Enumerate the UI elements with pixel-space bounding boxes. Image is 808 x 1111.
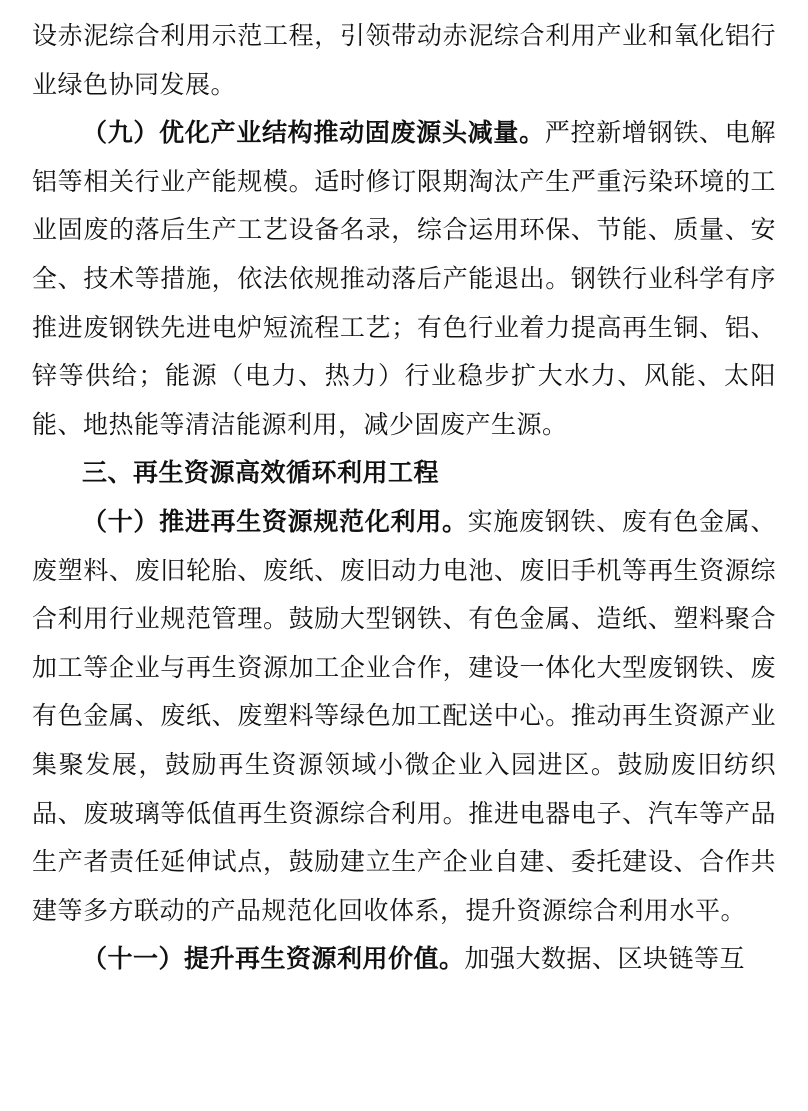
paragraph-continuation (32, 12, 776, 109)
paragraph-item-9 (32, 109, 776, 449)
paragraph-item-11 (32, 935, 776, 984)
item-9-text: 严控新增钢铁、电解铝等相关行业产能规模。适时修订限期淘汰产生严重污染环境的工业固废的落后生产工艺设备名录，综合运用环保、节能、质量、安全、技术等措施，依法依规推动落后产能退出。钢铁行业科学有序推进废钢铁先进电炉短流程工艺；有色行业着力提高再生铜、铝、锌等供给；能源（电力、热力）行业稳步扩大水力、风能、太阳能、地热能等清洁能源利用，减少固废产生源。 (32, 118, 776, 439)
paragraph-text: 设赤泥综合利用示范工程，引领带动赤泥综合利用产业和氧化铝行业绿色协同发展。 (32, 21, 776, 99)
item-10-text: 实施废钢铁、废有色金属、废塑料、废旧轮胎、废纸、废旧动力电池、废旧手机等再生资源综合利用行业规范管理。鼓励大型钢铁、有色金属、造纸、塑料聚合加工等企业与再生资源加工企业合作，建设一体化大型废钢铁、废有色金属、废纸、废塑料等绿色加工配送中心。推动再生资源产业集聚发展，鼓励再生资源领域小微企业入园进区。鼓励废旧纺织品、废玻璃等低值再生资源综合利用。推进电器电子、汽车等产品生产者责任延伸试点，鼓励建立生产企业自建、委托建设、合作共建等多方联动的产品规范化回收体系，提升资源综合利用水平。 (32, 506, 776, 925)
item-9-lead: （九）优化产业结构推动固废源头减量。 (82, 118, 545, 148)
item-11-lead: （十一）提升再生资源利用价值。 (82, 944, 465, 974)
item-10-lead: （十）推进再生资源规范化利用。 (82, 506, 468, 536)
section-heading: 三、再生资源高效循环利用工程 (82, 458, 440, 488)
paragraph-item-10 (32, 498, 776, 935)
item-11-text: 加强大数据、区块链等互 (464, 944, 746, 974)
